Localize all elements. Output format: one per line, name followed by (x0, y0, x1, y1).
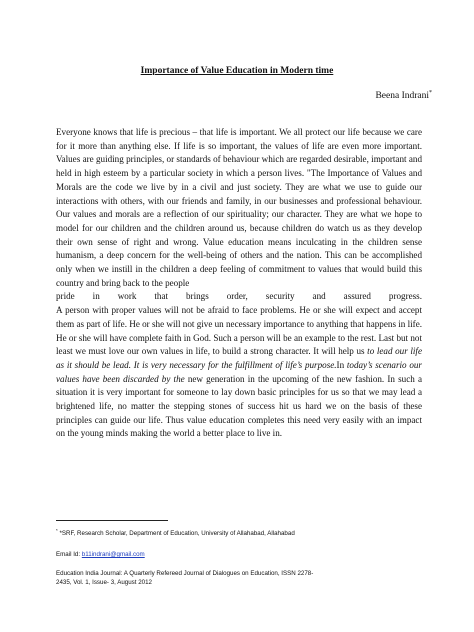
footnote-email (56, 550, 416, 559)
faint-watermark: ​ (49, 210, 80, 263)
author-name: Beena Indrani (375, 91, 429, 102)
footnote-separator (56, 520, 168, 521)
body-text (56, 126, 422, 441)
footnotes (56, 526, 416, 587)
paragraph-1 (56, 126, 422, 290)
footnote-affiliation (56, 526, 416, 538)
paragraph-2-italic: to lead our life as it should be lead. It is very necessary for the fulfillment of life’s purpose. (56, 346, 422, 370)
journal-line-2: 2435, Vol. 1, Issue- 3, August 2012 (56, 579, 152, 587)
paragraph-2-start: A person with proper values will not be afraid to face problems. He or she will expect and accept them as part of life. He or she will not give un necessary importance to anything that happens in life. He or she will have complete faith in God. Such a person will be an example to the rest. Last but not least we must love our own values in life, to build a strong character. It will help us (56, 305, 422, 357)
footnote-marker: * (56, 528, 58, 533)
paragraph-2-mid: In (336, 359, 347, 370)
paragraph-2-end: new generation in the upcoming of the new fashion. In such a situation it is very important for someone to lay down basic principles for us so that we may lead a brightened life, no matter the stepping stones of success hit us hard we on the basis of these principles can guide our life. Thus value education completes this need very easily with an impact on the young minds making the world a better place to live in. (56, 373, 422, 439)
paragraph-2-italic-2: today’s scenario our values have been discarded by the (56, 359, 422, 384)
paragraph-1-text: Everyone knows that life is precious – that life is important. We all protect our life because we care for it more than anything else. If life is so important, the values of life are even more important. Values are guiding principles, or standards of behaviour which are regarded desirable, important and held in high esteem by a particular society in which a person lives. "The Importance of Values and Morals are the code we live by in a civil and just society. They are what we use to guide our interactions with others, with our friends and family, in our businesses and professional behaviour. Our values and morals are a reflection of our spirituality; our character. They are what we hope to model for our children and the children around us, because children do watch us as they develop their own sense of right and wrong. Value education means inculcating in the children sense humanism, a deep concern for the well-being of others and the nation. This can be accomplished only when we instill in the children a deep feeling of commitment to values that would build this country and bring back to the people (56, 127, 422, 288)
affiliation-text: *SRF, Research Scholar, Department of Education, University of Allahabad, Allahabad (59, 530, 295, 538)
paragraph-2 (56, 304, 422, 441)
author-line (375, 90, 432, 101)
journal-line-1: Education India Journal: A Quarterly Refereed Journal of Dialogues on Education, ISSN 2278- (56, 570, 314, 578)
email-label: Email Id: (56, 551, 82, 559)
author-footnote-marker: * (429, 90, 432, 96)
document-title: Importance of Value Education in Modern time (140, 66, 334, 76)
paragraph-1-last-line: pride in work that brings order, security and assured progress. (56, 291, 422, 302)
email-link[interactable]: b11indrani@gmail.com (81, 551, 145, 559)
